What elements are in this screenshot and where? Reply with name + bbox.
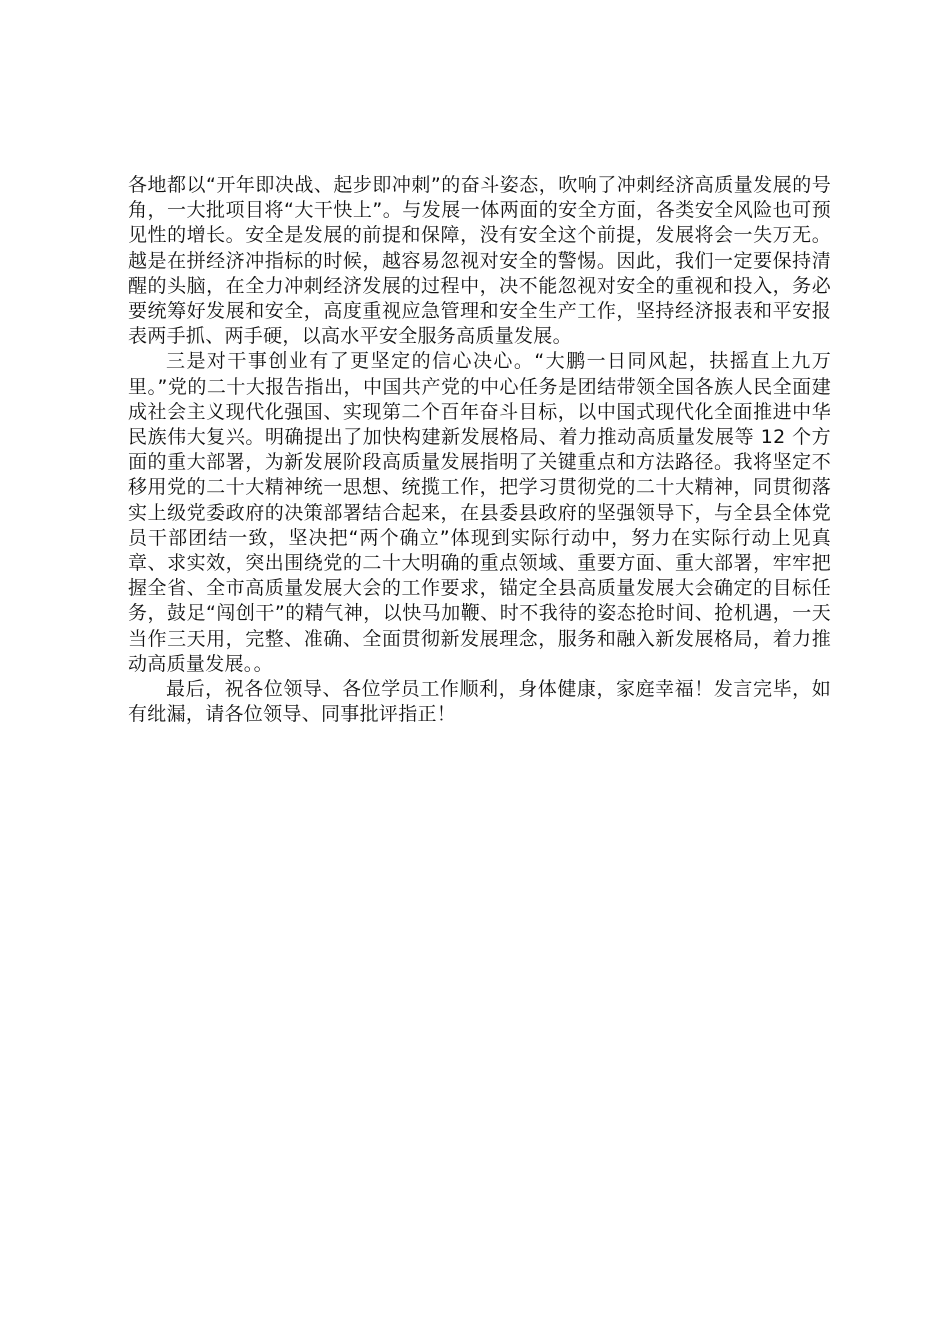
paragraph-confidence: 三是对干事创业有了更坚定的信心决心。“大鹏一日同风起，扶摇直上九万里。”党的二十大报告指出，中国共产党的中心任务是团结带领全国各族人民全面建成社会主义现代化强国、实现第二个百年奋斗目标，以中国式现代化全面推进中华民族伟大复兴。明确提出了加快构建新发展格局、着力推动高质量发展等 12 个方面的重大部署，为新发展阶段高质量发展指明了关键重点和方法路径。我将坚定不移用党的二十大精神统一思想、统揽工作，把学习贯彻党的二十大精神，同贯彻落实上级党委政府的决策部署结合起来，在县委县政府的坚强领导下，与全县全体党员干部团结一致，坚决把“两个确立”体现到实际行动中，努力在实际行动上见真章、求实效，突出围绕党的二十大明确的重点领域、重要方面、重大部署，牢牢把握全省、全市高质量发展大会的工作要求，锚定全县高质量发展大会确定的目标任务，鼓足“闯创干”的精气神，以快马加鞭、时不我待的姿态抢时间、抢机遇，一天当作三天用，完整、准确、全面贯彻新发展理念，服务和融入新发展格局，着力推动高质量发展。。 [128,350,831,675]
paragraph-continuation: 各地都以“开年即决战、起步即冲刺”的奋斗姿态，吹响了冲刺经济高质量发展的号角，一大批项目将“大干快上”。与发展一体两面的安全方面，各类安全风险也可预见性的增长。安全是发展的前提和保障，没有安全这个前提，发展将会一失万无。越是在拼经济冲指标的时候，越容易忽视对安全的警惕。因此，我们一定要保持清醒的头脑，在全力冲刺经济发展的过程中，决不能忽视对安全的重视和投入，务必要统筹好发展和安全，高度重视应急管理和安全生产工作，坚持经济报表和平安报表两手抓、两手硬，以高水平安全服务高质量发展。 [128,174,831,348]
paragraph-closing: 最后，祝各位领导、各位学员工作顺利，身体健康，家庭幸福！发言完毕，如有纰漏，请各位领导、同事批评指正！ [128,678,831,726]
document-body [128,173,831,727]
